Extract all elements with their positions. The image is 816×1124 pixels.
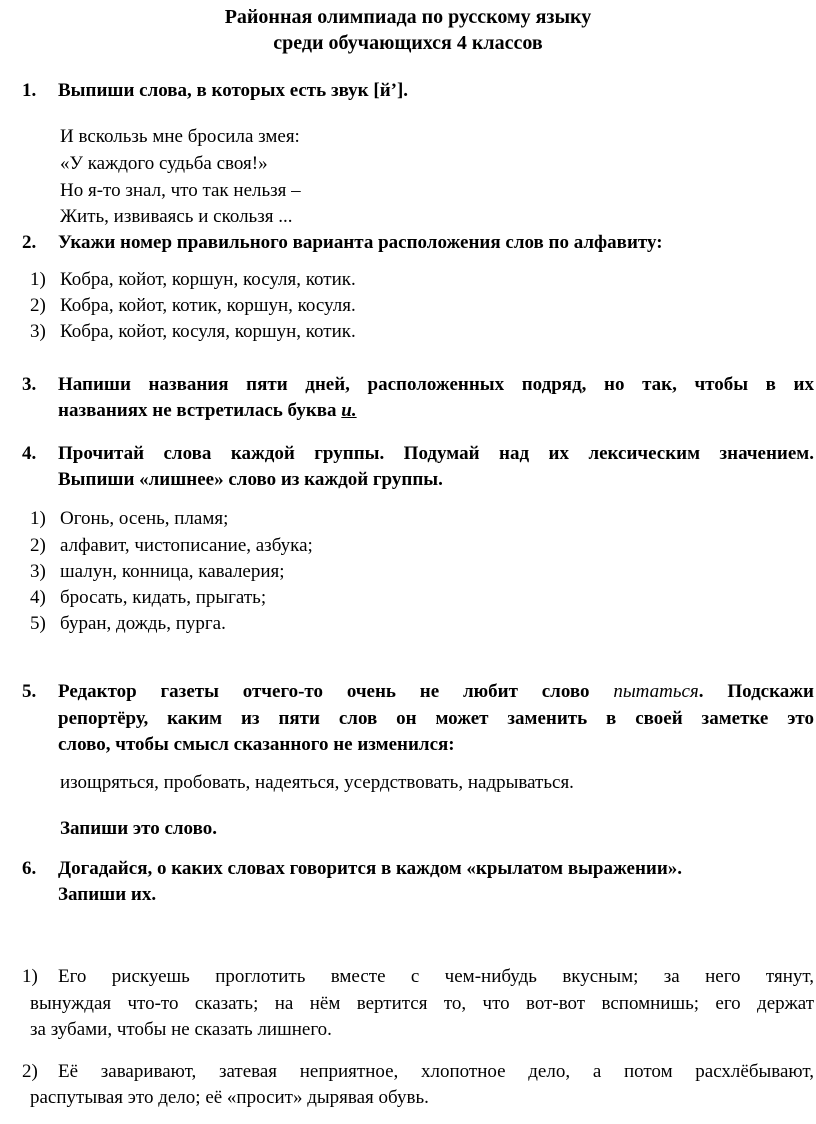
question-text-line: Прочитай слова каждой группы. Подумай над их лексическим значением. [58,443,814,464]
question-text-fragment: Редактор газеты отчего-то очень не любит слово [58,681,590,702]
question-text-line: слово, чтобы смысл сказанного не изменился: [58,734,455,755]
question-text-line [58,681,814,703]
riddle-number: 1) [22,966,38,987]
poem-line: И вскользь мне бросила змея: [60,126,300,147]
question-number: 1. [22,80,37,101]
question-number: 3. [22,374,37,395]
riddle-number: 2) [22,1061,38,1082]
question-number: 5. [22,681,37,702]
question-text-line: репортёру, каким из пяти слов он может заменить в своей заметке это [58,708,814,729]
question-text-line: Напиши названия пяти дней, расположенных подряд, но так, чтобы в их [58,374,814,395]
riddle-text-line: Его рискуешь проглотить вместе с чем-нибудь вкусным; за него тянут, [58,966,814,987]
item-number: 4) [30,587,46,608]
question-number: 2. [22,232,37,253]
item-text: шалун, конница, кавалерия; [60,561,285,582]
poem-line: Но я-то знал, что так нельзя – [60,180,301,201]
highlighted-letter: и. [341,400,357,421]
riddle-text-line: вынуждая что-то сказать; на нём вертится то, что вот-вот вспомнишь; его держат [30,993,814,1014]
target-word: пытаться [613,681,699,702]
question-text-fragment: . Подскажи [698,681,814,702]
option-text: Кобра, койот, котик, коршун, косуля. [60,295,356,316]
question-number: 4. [22,443,37,464]
option-number: 1) [30,269,46,290]
riddle-text-line: за зубами, чтобы не сказать лишнего. [30,1019,332,1040]
question-text-line: Догадайся, о каких словах говорится в каждом «крылатом выражении». [58,858,683,879]
riddle-text-line: распутывая это дело; её «просит» дырявая обувь. [30,1087,429,1108]
option-text: Кобра, койот, косуля, коршун, котик. [60,321,356,342]
item-number: 5) [30,613,46,634]
word-choices: изощряться, пробовать, надеяться, усердствовать, надрываться. [60,772,574,793]
question-text: Выпиши слова, в которых есть звук [й’]. [58,80,409,101]
riddle-text-line: Её заваривают, затевая неприятное, хлопотное дело, а потом расхлёбывают, [58,1061,814,1082]
poem-line: «У каждого судьба своя!» [60,153,268,174]
item-number: 1) [30,508,46,529]
option-number: 3) [30,321,46,342]
question-number: 6. [22,858,37,879]
item-text: буран, дождь, пурга. [60,613,226,634]
question-text-fragment: названиях не встретилась буква [58,400,337,421]
item-number: 3) [30,561,46,582]
page-title: Районная олимпиада по русскому языку [224,6,592,28]
page-subtitle: среди обучающихся 4 классов [273,32,543,54]
question-text-line: Запиши их. [58,884,157,905]
item-text: Огонь, осень, пламя; [60,508,229,529]
option-number: 2) [30,295,46,316]
question-text: Укажи номер правильного варианта расположения слов по алфавиту: [58,232,663,253]
item-text: алфавит, чистописание, азбука; [60,535,313,556]
option-text: Кобра, койот, коршун, косуля, котик. [60,269,356,290]
poem-line: Жить, извиваясь и скользя ... [60,206,293,227]
item-text: бросать, кидать, прыгать; [60,587,267,608]
question-text-line: Выпиши «лишнее» слово из каждой группы. [58,469,443,490]
item-number: 2) [30,535,46,556]
question-text-line [58,400,357,422]
instruction: Запиши это слово. [60,818,217,839]
